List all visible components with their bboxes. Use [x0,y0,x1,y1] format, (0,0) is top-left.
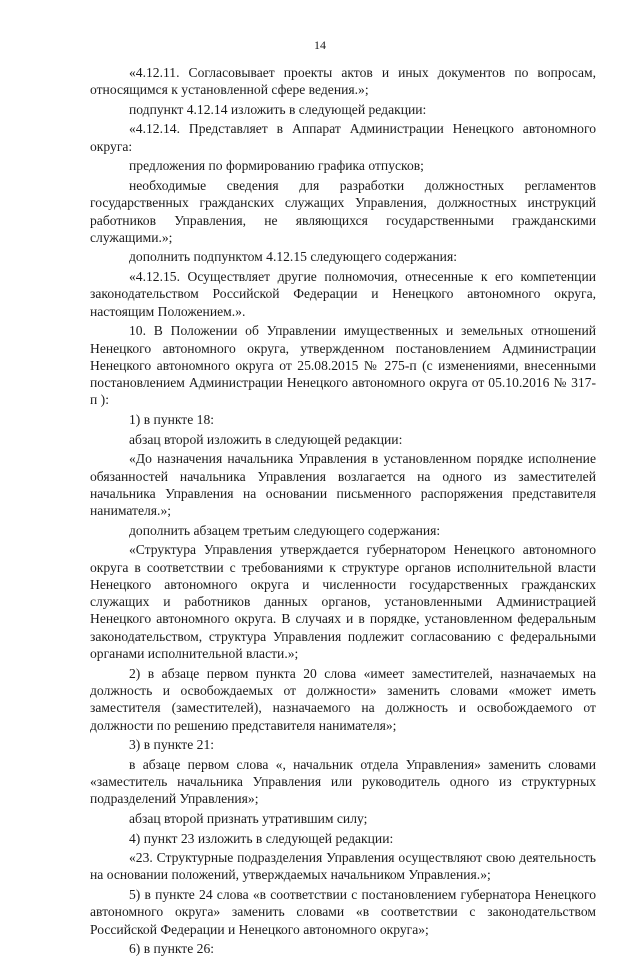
paragraph: дополнить подпунктом 4.12.15 следующего содержания: [129,249,457,265]
paragraph: дополнить абзацем третьим следующего содержания: [129,522,441,538]
paragraph: подпункт 4.12.14 изложить в следующей редакции: [129,101,427,117]
paragraph: предложения по формированию графика отпусков; [129,158,424,174]
paragraph: «4.12.14. Представляет в Аппарат Администрации Ненецкого автономного округа: [90,121,596,154]
paragraph: необходимые сведения для разработки должностных регламентов государственных гражданских служащих Управления, должностных инструкций работников Управления, не являющихся государственными гражданскими служащими.»; [90,177,596,245]
paragraph: 3) в пункте 21: [129,737,215,753]
paragraph: 10. В Положении об Управлении имущественных и земельных отношений Ненецкого автономного округа, утвержденном постановлением Администрации Ненецкого автономного округа от 25.08.2015 № 275-п (с изменениями, внесенными постановлением Администрации Ненецкого автономного округа от 05.10.2016 № 317-п ): [90,323,596,408]
paragraph: 5) в пункте 24 слова «в соответствии с постановлением губернатора Ненецкого автономного округа» заменить словами «в соответствии с законодательством Российской Федерации и Ненецкого автономного округа»; [90,887,596,937]
paragraph: «4.12.15. Осуществляет другие полномочия, отнесенные к его компетенции законодательством Российской Федерации и Ненецкого автономного округа, настоящим Положением.». [90,269,596,319]
page-number: 14 [314,38,326,52]
paragraph: в абзаце первом слова «, начальник отдела Управления» заменить словами «заместитель начальника Управления или руководитель одного из структурных подразделений Управления»; [90,756,596,807]
paragraph: 4) пункт 23 изложить в следующей редакции: [129,830,394,846]
paragraph: 6) в пункте 26: [129,941,215,957]
paragraph: «До назначения начальника Управления в установленном порядке исполнение обязанностей начальника Управления возлагается на одного из заместителей начальника Управления на основании письменного распоряжения представителя нанимателя.»; [90,451,596,519]
paragraph: «Структура Управления утверждается губернатором Ненецкого автономного округа в соответствии с требованиями к структуре органов исполнительной власти Ненецкого автономного округа и численности государственных гражданских служащих и работников данных органов, установленными Администрацией Ненецкого автономного округа. В случаях и в порядке, установленном федеральным законодательством, структура Управления подлежит согласованию с федеральными органами исполнительной власти.»; [90,542,596,662]
document-body [90,64,596,960]
paragraph: «23. Структурные подразделения Управления осуществляют свою деятельность на основании положений, утверждаемых начальником Управления.»; [90,850,596,883]
paragraph: абзац второй изложить в следующей редакции: [129,431,403,447]
paragraph: 1) в пункте 18: [129,412,215,428]
paragraph: «4.12.11. Согласовывает проекты актов и иных документов по вопросам, относящимся к установленной сфере ведения.»; [90,65,596,98]
paragraph: 2) в абзаце первом пункта 20 слова «имеет заместителей, назначаемых на должность и освобождаемых от должности» заменить словами «может иметь заместителя (заместителей), назначаемого на должность и освобождаемого от должности по решению представителя нанимателя»; [90,665,596,733]
paragraph: абзац второй признать утратившим силу; [129,810,368,826]
